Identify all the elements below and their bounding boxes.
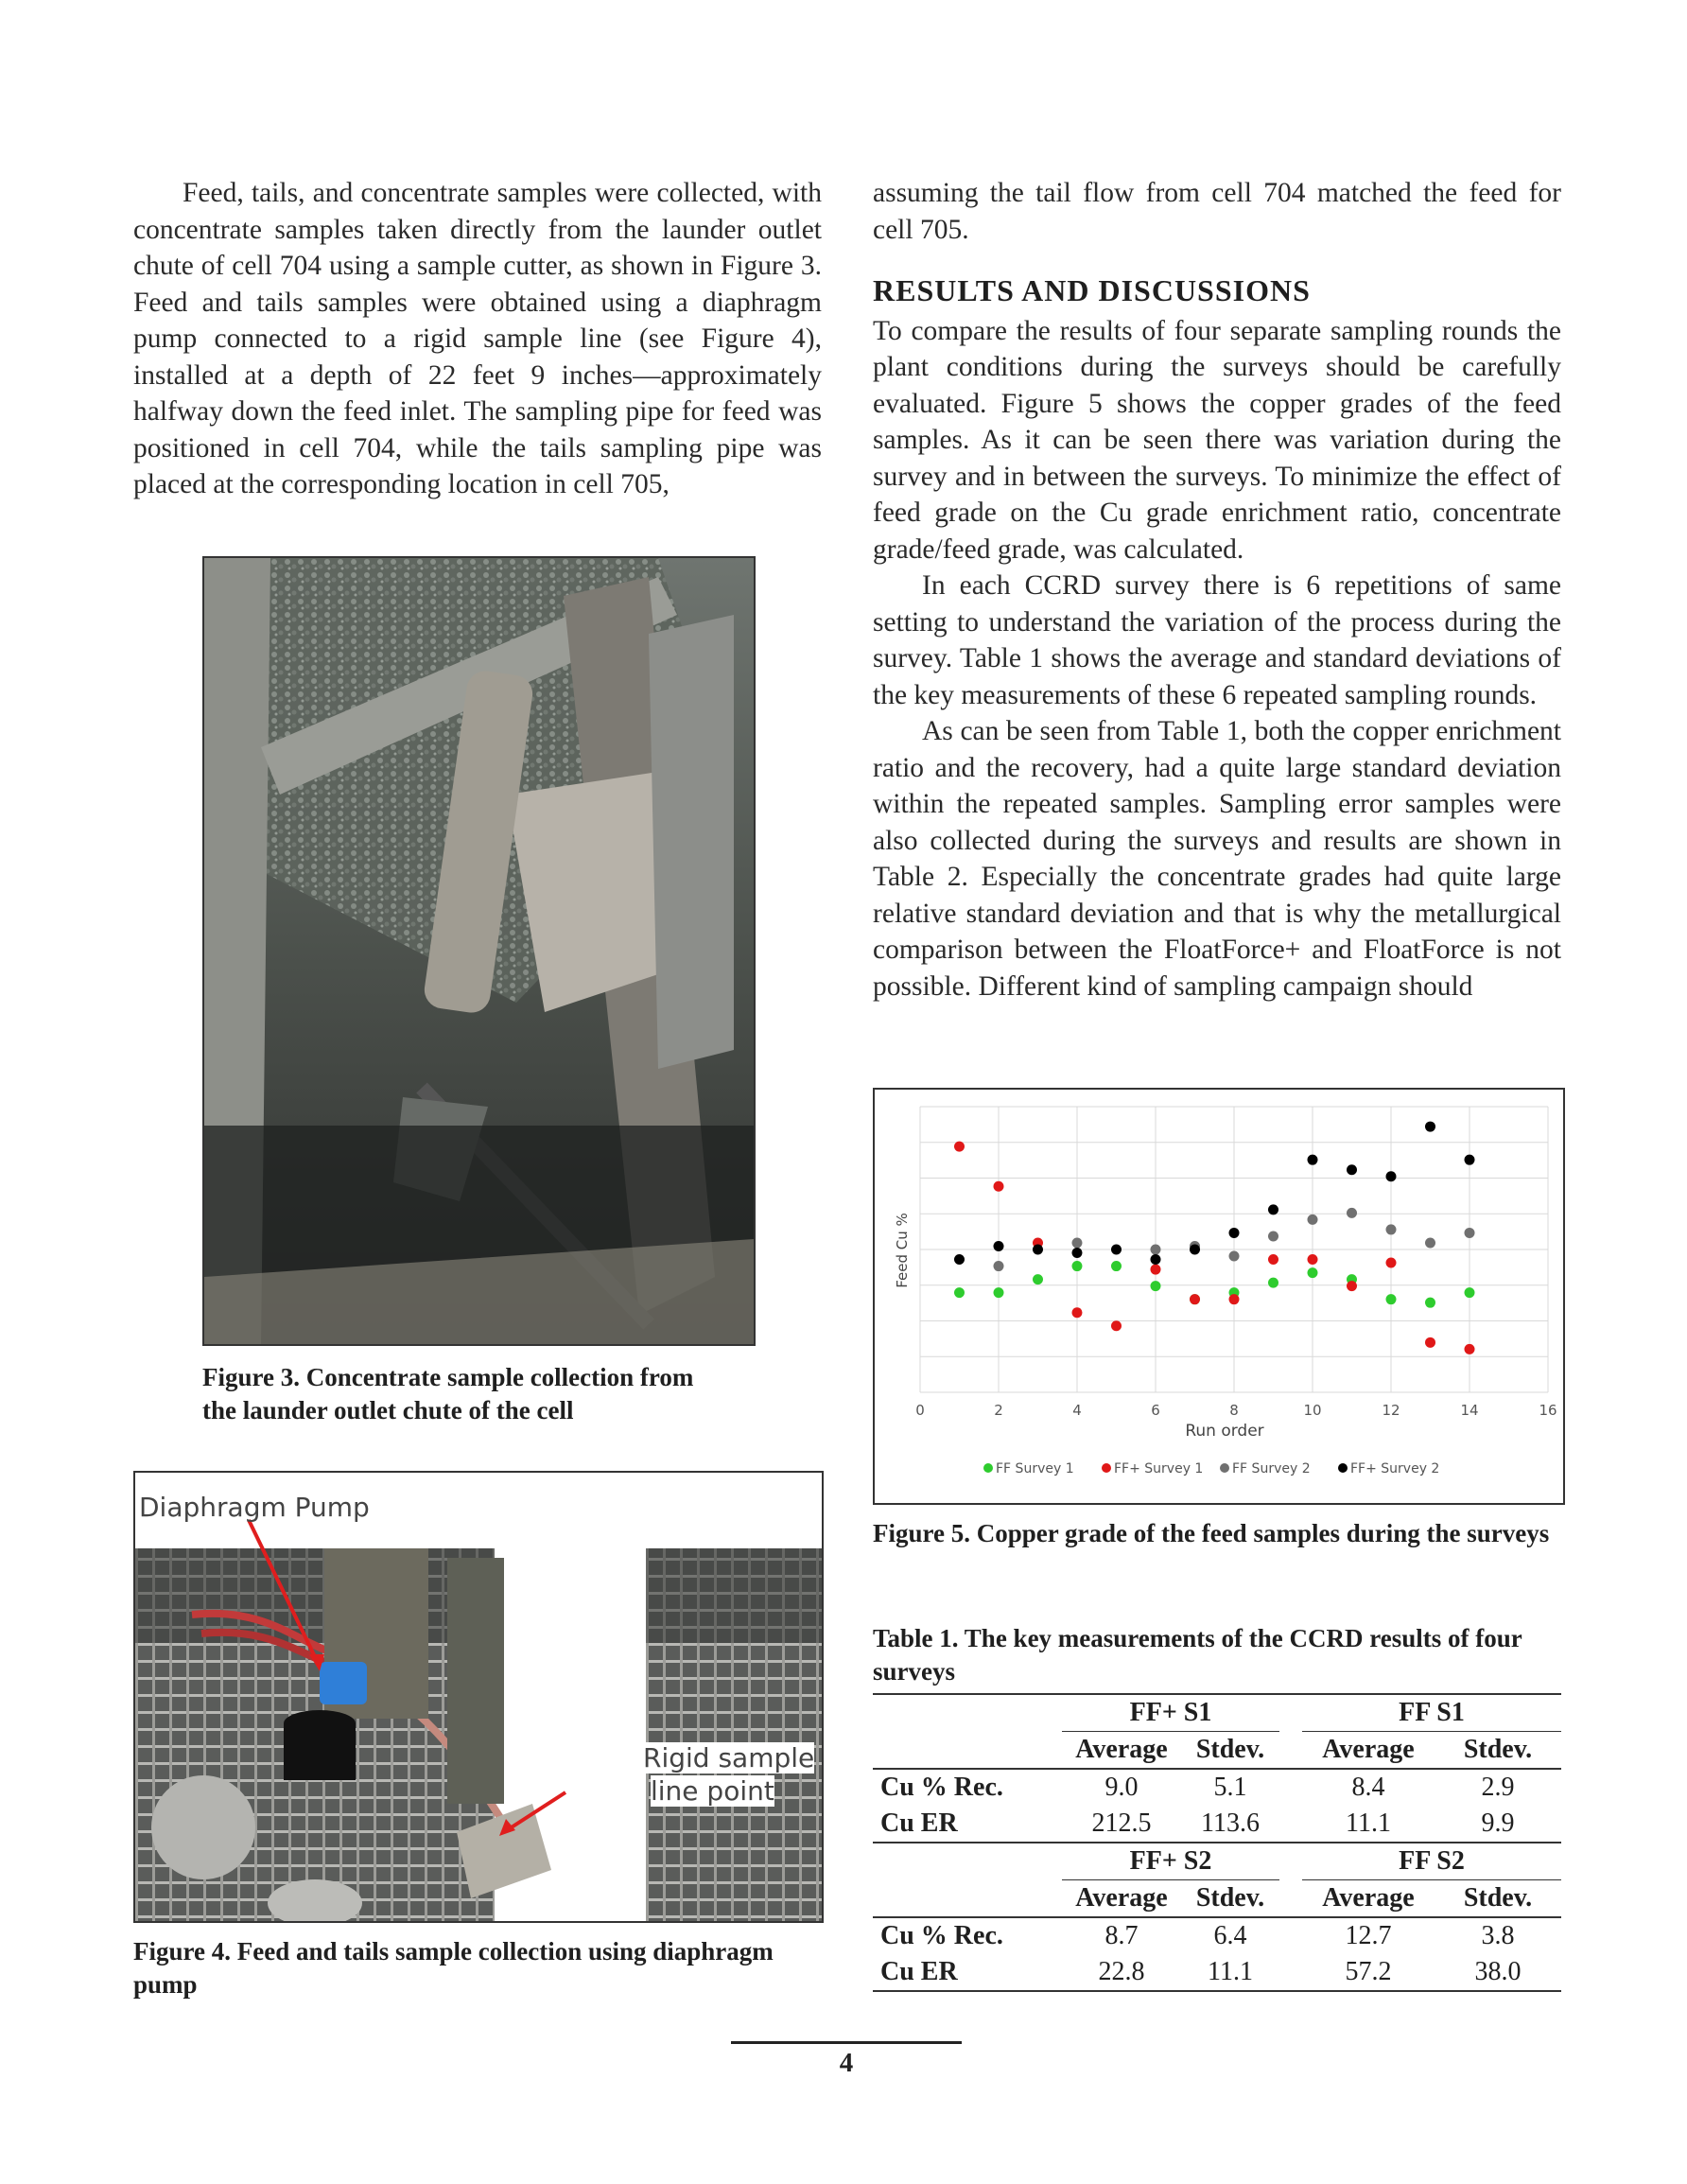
data-point-ff-survey-2 (1425, 1122, 1435, 1132)
x-tick-label: 4 (1072, 1402, 1082, 1419)
chart-legend (983, 1461, 1439, 1476)
right-column (873, 175, 1561, 1005)
table-cell: 38.0 (1474, 1957, 1522, 1986)
legend-label: FF+ Survey 2 (1350, 1461, 1440, 1476)
data-point-ff-survey-1 (1308, 1254, 1318, 1265)
table-subheader: Stdev. (1463, 1735, 1533, 1764)
data-point-ff-survey-1 (1111, 1261, 1122, 1271)
table-cell: 57.2 (1345, 1957, 1392, 1986)
table-subheader: Average (1322, 1735, 1415, 1764)
feed-cu-scatter-plot (875, 1090, 1563, 1503)
table-row (873, 1806, 1561, 1843)
figure-3-caption: Figure 3. Concentrate sample collection from the launder outlet chute of the cell (202, 1363, 694, 1424)
data-point-ff-survey-1 (1111, 1320, 1122, 1331)
data-point-ff-survey-2 (1465, 1155, 1475, 1165)
data-point-ff-survey-1 (1072, 1307, 1083, 1318)
table-row-label: Cu % Rec. (880, 1921, 1003, 1950)
table-subheader: Average (1322, 1883, 1415, 1913)
x-tick-label: 14 (1460, 1402, 1479, 1419)
table-subheader-row (873, 1880, 1561, 1918)
body-paragraph: As can be seen from Table 1, both the copper enrichment ratio and the recovery, had a quite large standard deviation within the repeated samples. Sampling error samples were also collected during the surveys and results are shown in Table 2. Especially the concentrate grades had quite large relative standard deviation and that is why the metallurgical comparison between the FloatForce+ and FloatForce is not possible. Different kind of sampling campaign should (873, 716, 1561, 1002)
data-point-ff-survey-2 (1190, 1245, 1200, 1255)
legend-marker (983, 1463, 993, 1473)
table-group-header: FF+ S2 (1062, 1843, 1279, 1880)
x-axis-label: Run order (1185, 1422, 1264, 1441)
figure-3-photo (202, 556, 756, 1346)
table-cell: 9.9 (1481, 1808, 1515, 1838)
data-point-ff-survey-1 (1386, 1258, 1397, 1268)
data-point-ff-survey-2 (1072, 1237, 1083, 1248)
x-tick-label: 2 (994, 1402, 1003, 1419)
x-axis-ticks (915, 1402, 1557, 1419)
data-point-ff-survey-1 (1386, 1294, 1397, 1304)
data-point-ff-survey-2 (1268, 1231, 1278, 1241)
data-point-ff-survey-1 (1151, 1281, 1161, 1291)
table-cell: 5.1 (1213, 1773, 1247, 1802)
x-tick-label: 10 (1303, 1402, 1322, 1419)
table-group-header: FF S1 (1302, 1694, 1561, 1732)
chart-points (954, 1122, 1475, 1354)
data-point-ff-survey-1 (1268, 1254, 1278, 1265)
table-row (873, 1769, 1561, 1806)
rigid-sample-label-2: line point (651, 1775, 774, 1807)
table-subheader: Stdev. (1195, 1883, 1265, 1913)
table-cell: 8.4 (1351, 1773, 1385, 1802)
data-point-ff-survey-2 (994, 1261, 1004, 1271)
pump-body (320, 1662, 367, 1704)
footer-rule (731, 2041, 962, 2044)
left-column (133, 175, 822, 503)
table-group-header-row (873, 1694, 1561, 1732)
legend-marker (1102, 1463, 1111, 1473)
table-group-header: FF S2 (1302, 1843, 1561, 1880)
data-point-ff-survey-2 (1465, 1228, 1475, 1238)
table-cell: 113.6 (1201, 1808, 1260, 1838)
table-group-header-row (873, 1843, 1561, 1880)
table-cell: 22.8 (1098, 1957, 1145, 1986)
data-point-ff-survey-1 (954, 1287, 965, 1298)
table-cell: 11.1 (1346, 1808, 1391, 1838)
data-point-ff-survey-2 (1111, 1245, 1122, 1255)
data-point-ff-survey-1 (1072, 1261, 1083, 1271)
data-point-ff-survey-1 (1151, 1265, 1161, 1275)
data-point-ff-survey-1 (1033, 1274, 1043, 1284)
data-point-ff-survey-1 (1465, 1344, 1475, 1354)
table-row-label: Cu ER (880, 1957, 958, 1986)
data-point-ff-survey-1 (1425, 1298, 1435, 1308)
body-paragraph: In each CCRD survey there is 6 repetitions of same setting to understand the variation of the process during the survey. Table 1 shows the average and standard deviations of the key measurements of these 6 repeated sampling rounds. (873, 570, 1561, 710)
data-point-ff-survey-1 (994, 1287, 1004, 1298)
legend-marker (1220, 1463, 1229, 1473)
table-cell: 8.7 (1104, 1921, 1139, 1950)
figure-5-caption: Figure 5. Copper grade of the feed samples during the surveys (873, 1519, 1550, 1547)
x-tick-label: 6 (1151, 1402, 1160, 1419)
table-subheader: Stdev. (1195, 1735, 1265, 1764)
x-tick-label: 12 (1382, 1402, 1400, 1419)
data-point-ff-survey-2 (1386, 1224, 1397, 1234)
table-subheader: Average (1075, 1883, 1168, 1913)
data-point-ff-survey-2 (1347, 1208, 1357, 1218)
data-point-ff-survey-2 (1347, 1164, 1357, 1175)
figure-5-chart (873, 1088, 1565, 1505)
table-row-label: Cu ER (880, 1808, 958, 1838)
data-point-ff-survey-2 (1033, 1245, 1043, 1255)
figure-4-photo (133, 1471, 824, 1923)
data-point-ff-survey-1 (1268, 1278, 1278, 1288)
data-point-ff-survey-1 (1347, 1281, 1357, 1291)
data-point-ff-survey-2 (1229, 1228, 1240, 1238)
x-tick-label: 0 (915, 1402, 925, 1419)
data-point-ff-survey-2 (1308, 1214, 1318, 1225)
legend-marker (1338, 1463, 1348, 1473)
table-1-caption: Table 1. The key measurements of the CCRD results of four surveys (873, 1624, 1522, 1686)
data-point-ff-survey-2 (1386, 1171, 1397, 1181)
data-point-ff-survey-2 (1425, 1237, 1435, 1248)
body-paragraph: To compare the results of four separate sampling rounds the plant conditions during the surveys should be carefully evaluated. Figure 5 shows the copper grades of the feed samples. As it can be seen there was variation during the survey and in between the surveys. To minimize the effect of feed grade on the Cu grade enrichment ratio, concentrate grade/feed grade, was calculated. (873, 315, 1561, 565)
y-axis-label: Feed Cu % (894, 1213, 911, 1288)
data-point-ff-survey-1 (994, 1181, 1004, 1192)
table-row (873, 1954, 1561, 1991)
table-subheader: Average (1075, 1735, 1168, 1764)
table-row (873, 1917, 1561, 1954)
rigid-sample-label-1: Rigid sample (643, 1742, 815, 1773)
table-cell: 12.7 (1345, 1921, 1392, 1950)
legend-label: FF Survey 2 (1232, 1461, 1311, 1476)
data-point-ff-survey-2 (1151, 1245, 1161, 1255)
x-tick-label: 16 (1539, 1402, 1557, 1419)
table-cell: 212.5 (1091, 1808, 1152, 1838)
data-point-ff-survey-2 (1308, 1155, 1318, 1165)
section-heading: RESULTS AND DISCUSSIONS (873, 273, 1311, 307)
data-point-ff-survey-2 (1151, 1254, 1161, 1265)
legend-label: FF+ Survey 1 (1114, 1461, 1204, 1476)
data-point-ff-survey-2 (1229, 1251, 1240, 1262)
x-tick-label: 8 (1229, 1402, 1239, 1419)
chart-gridlines (920, 1107, 1548, 1392)
data-point-ff-survey-1 (1229, 1294, 1240, 1304)
data-point-ff-survey-2 (994, 1241, 1004, 1251)
data-point-ff-survey-2 (954, 1254, 965, 1265)
table-group-header: FF+ S1 (1062, 1694, 1279, 1732)
body-paragraph: Feed, tails, and concentrate samples were collected, with concentrate samples taken directly from the launder outlet chute of cell 704 using a sample cutter, as shown in Figure 3. Feed and tails samples were obtained using a diaphragm pump connected to a rigid sample line (see Figure 4), installed at a depth of 22 feet 9 inches—approximately halfway down the feed inlet. The sampling pipe for feed was positioned in cell 704, while the tails sampling pipe was placed at the corresponding location in cell 705, (133, 178, 822, 499)
legend-label: FF Survey 1 (996, 1461, 1074, 1476)
concentrate-chute-illustration (204, 558, 754, 1344)
data-point-ff-survey-1 (1308, 1267, 1318, 1278)
table-subheader: Stdev. (1463, 1883, 1533, 1913)
table-1 (873, 1693, 1561, 1992)
body-paragraph-continuation: assuming the tail flow from cell 704 matched the feed for cell 705. (873, 178, 1561, 245)
data-point-ff-survey-1 (1465, 1287, 1475, 1298)
table-cell: 6.4 (1213, 1921, 1247, 1950)
table-row-label: Cu % Rec. (880, 1773, 1003, 1802)
figure-4-caption: Figure 4. Feed and tails sample collection using diaphragm pump (133, 1937, 774, 1999)
data-point-ff-survey-1 (1190, 1294, 1200, 1304)
data-point-ff-survey-2 (1072, 1248, 1083, 1258)
page-number: 4 (839, 2048, 854, 2078)
diaphragm-pump-illustration (135, 1473, 822, 1921)
table-subheader-row (873, 1732, 1561, 1770)
table-cell: 11.1 (1208, 1957, 1253, 1986)
data-point-ff-survey-2 (1268, 1204, 1278, 1214)
table-cell: 2.9 (1481, 1773, 1515, 1802)
diaphragm-pump-label: Diaphragm Pump (139, 1492, 370, 1523)
data-point-ff-survey-1 (1425, 1337, 1435, 1348)
table-cell: 9.0 (1104, 1773, 1139, 1802)
data-point-ff-survey-1 (954, 1142, 965, 1152)
table-cell: 3.8 (1481, 1921, 1515, 1950)
